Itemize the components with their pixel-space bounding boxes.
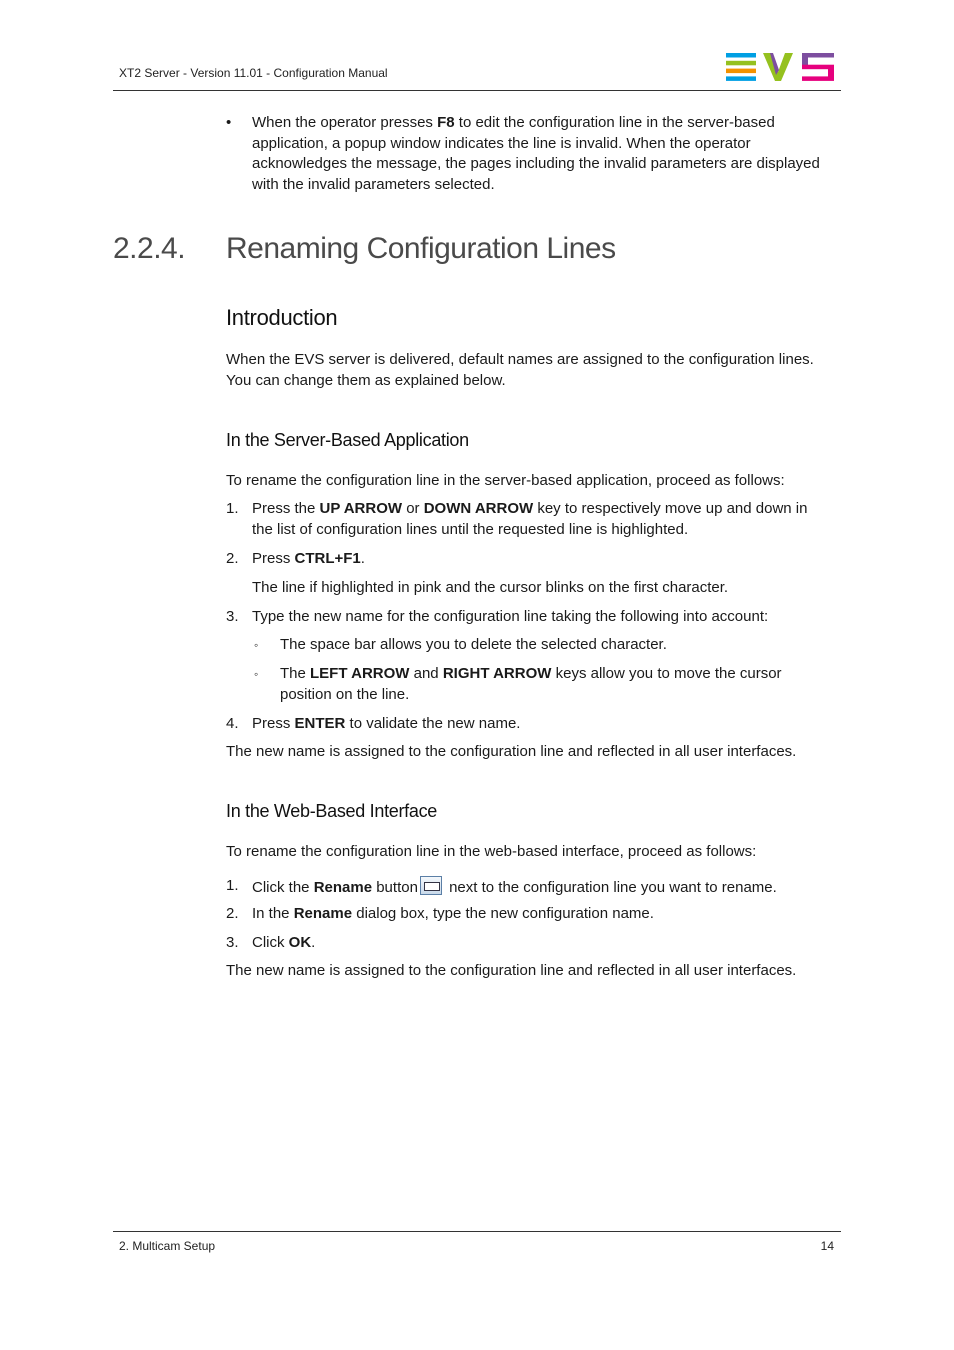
introduction-text: When the EVS server is delivered, default names are assigned to the configuration lines. You can change them as explained below. [226,351,814,389]
step-number: 2. [226,905,239,922]
web-based-intro: To rename the configuration line in the web-based interface, proceed as follows: [226,843,757,860]
server-step-2-note: The line if highlighted in pink and the cursor blinks on the first character. [252,579,729,596]
section-title: Renaming Configuration Lines [226,232,616,265]
server-sub-1: The space bar allows you to delete the selected character. [280,636,667,653]
web-step-3: Click OK. [252,934,316,951]
header-divider [113,90,841,91]
rename-button-icon [420,876,442,895]
web-step-2: In the Rename dialog box, type the new configuration name. [252,905,654,922]
web-based-heading: In the Web-Based Interface [226,801,437,821]
step-number: 3. [226,608,239,625]
server-based-heading: In the Server-Based Application [226,430,469,450]
web-based-result: The new name is assigned to the configuration line and reflected in all user interfaces. [226,962,797,979]
evs-logo [726,53,834,81]
sub-bullet-marker: ◦ [254,667,259,681]
step-number: 1. [226,877,239,894]
server-step-4: Press ENTER to validate the new name. [252,715,521,732]
step-number: 3. [226,934,239,951]
footer-chapter: 2. Multicam Setup [119,1239,216,1253]
sub-bullet-marker: ◦ [254,638,259,652]
header-title: XT2 Server - Version 11.01 - Configuration Manual [119,66,388,80]
intro-bullet-text: When the operator presses F8 to edit the configuration line in the server-based application, a popup window indicates the line is invalid. When the operator acknowledges the message, the pages including the invalid parameters are displayed with the invalid parameters selected. [252,114,820,193]
section-number: 2.2.4. [113,232,186,265]
server-sub-2: The LEFT ARROW and RIGHT ARROW keys allow you to move the cursor position on the line. [280,665,782,703]
server-step-2: Press CTRL+F1. [252,550,365,567]
server-based-intro: To rename the configuration line in the server-based application, proceed as follows: [226,472,785,489]
step-number: 2. [226,550,239,567]
server-step-1: Press the UP ARROW or DOWN ARROW key to respectively move up and down in the list of configuration lines until the requested line is highlighted. [252,500,808,538]
step-number: 4. [226,715,239,732]
server-based-result: The new name is assigned to the configuration line and reflected in all user interfaces. [226,743,797,760]
page-number: 14 [820,1239,834,1253]
server-step-3: Type the new name for the configuration line taking the following into account: [252,608,769,625]
web-step-1: Click the Rename button next to the configuration line you want to rename. [252,876,777,899]
footer-divider [113,1231,841,1232]
step-number: 1. [226,500,239,517]
introduction-heading: Introduction [226,305,338,330]
bullet-marker: • [226,114,232,131]
